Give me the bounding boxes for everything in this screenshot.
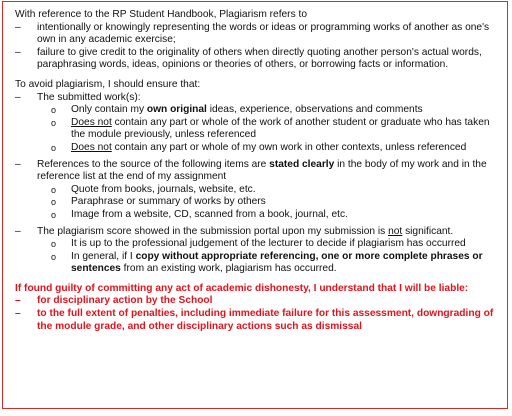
- consequence-item: [15, 295, 497, 308]
- emphasis-text: stated clearly: [269, 158, 335, 170]
- text-run: ideas, experience, observations and comments: [206, 104, 423, 116]
- sub-bullet: [15, 238, 497, 251]
- sub-bullet: [15, 117, 497, 142]
- text-run: contain any part or whole of my own work in other contexts, unless referenced: [111, 141, 467, 153]
- dash-marker: –: [15, 308, 21, 320]
- emphasis-text: copy without appropriate referencing, one or more complete phrases or sentences: [71, 250, 483, 275]
- bullet-marker: o: [51, 105, 57, 116]
- dash-marker: –: [15, 91, 21, 103]
- dash-marker: –: [15, 295, 21, 307]
- text-run: Paraphrase or summary of works by others: [71, 196, 266, 208]
- bullet-marker: o: [51, 184, 57, 195]
- sub-bullet: [15, 196, 497, 209]
- consequence-item: [15, 308, 497, 333]
- sub-bullet: [15, 251, 497, 276]
- references-item: [15, 159, 497, 184]
- text-run: The plagiarism score showed in the submission portal upon my submission is: [37, 225, 389, 237]
- sub-bullet: [15, 104, 497, 117]
- definition-text: failure to give credit to the originality of others when directly quoting another person's actual words, paraphrasing words, ideas, opinions or theories of others, or borrowing facts or information.: [37, 46, 482, 71]
- text-run: In general, if I: [71, 250, 136, 262]
- emphasis-text: own original: [146, 104, 207, 116]
- intro-text: With reference to the RP Student Handbook, Plagiarism refers to: [15, 9, 307, 20]
- bullet-marker: o: [51, 142, 57, 153]
- definition-item: [15, 22, 497, 47]
- bullet-marker: o: [51, 197, 57, 208]
- dash-marker: –: [15, 21, 21, 33]
- text-run: It is up to the professional judgement of the lecturer to decide if plagiarism has occurred: [71, 238, 466, 250]
- sub-bullet: [15, 184, 497, 197]
- definition-item: [15, 47, 497, 72]
- underlined-text: Does not: [71, 116, 112, 128]
- bullet-marker: o: [51, 117, 57, 128]
- plagiarism-declaration-box: [2, 1, 508, 409]
- underlined-text: Does not: [71, 141, 112, 153]
- text-run: in the body of my work and in the reference list at the end of my assignment: [37, 158, 487, 183]
- text-run: Only contain my: [71, 104, 147, 116]
- sub-bullet: [15, 209, 497, 222]
- consequences-heading: If found guilty of committing any act of academic dishonesty, I understand that I will be liable:: [15, 282, 469, 294]
- bullet-marker: o: [51, 209, 57, 220]
- dash-marker: –: [15, 225, 21, 237]
- bullet-marker: o: [51, 239, 57, 250]
- definition-text: intentionally or knowingly representing the words or ideas or programming works of another as one's own in any academic exercise;: [37, 21, 490, 46]
- plagiarism-score-item: [15, 226, 497, 239]
- text-run: Quote from books, journals, website, etc.: [71, 183, 256, 195]
- text-run: from an existing work, plagiarism has occurred.: [120, 263, 337, 275]
- text-run: contain any part or whole of the work of another student or graduate who has taken the module previously, unless referenced: [71, 116, 490, 141]
- submitted-work-item: [15, 92, 497, 105]
- submitted-work-lead: The submitted work(s):: [37, 91, 141, 103]
- dash-marker: –: [15, 158, 21, 170]
- text-run: References to the source of the following items are: [37, 158, 270, 170]
- avoid-heading: To avoid plagiarism, I should ensure that:: [15, 78, 201, 90]
- dash-marker: –: [15, 46, 21, 58]
- bullet-marker: o: [51, 251, 57, 262]
- consequence-text: for disciplinary action by the School: [37, 295, 213, 307]
- consequence-text: to the full extent of penalties, including immediate failure for this assessment, downgrading of the module grade, and other disciplinary actions such as dismissal: [37, 308, 494, 332]
- text-run: Image from a website, CD, scanned from a book, journal, etc.: [71, 208, 348, 220]
- text-run: significant.: [402, 225, 454, 237]
- underlined-text: not: [388, 225, 403, 237]
- sub-bullet: [15, 142, 497, 155]
